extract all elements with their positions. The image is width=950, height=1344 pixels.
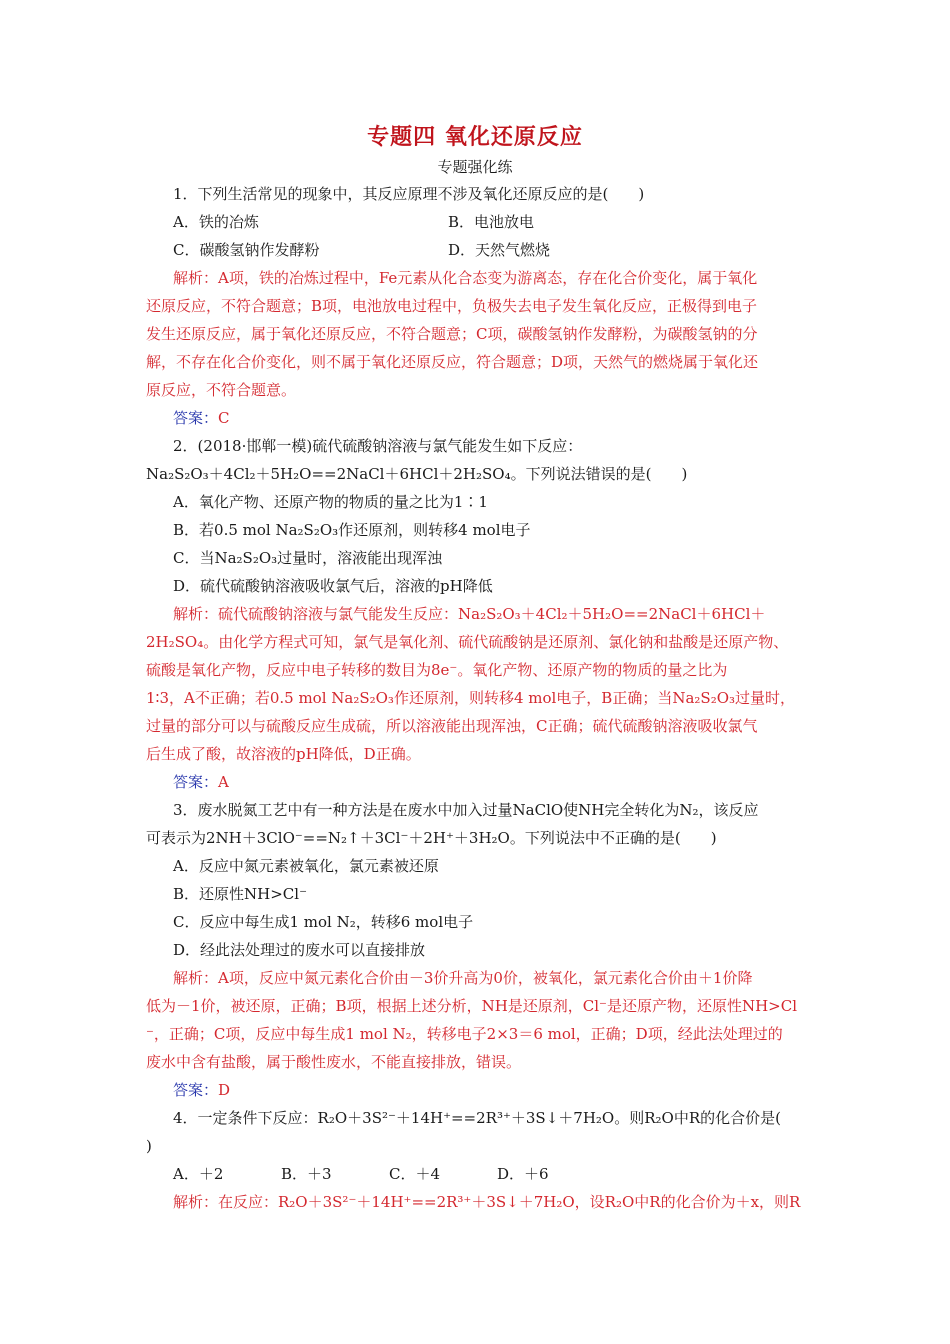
q2-stem: 2．(2018·邯郸一模)硫代硫酸钠溶液与氯气能发生如下反应： bbox=[173, 437, 583, 455]
q1-stem: 1．下列生活常见的现象中，其反应原理不涉及氧化还原反应的是( ) bbox=[173, 185, 645, 203]
q3-answer bbox=[146, 1076, 812, 1104]
q3-analysis-line: 废水中含有盐酸，属于酸性废水，不能直接排放，错误。 bbox=[146, 1053, 522, 1071]
q2-stem-equation: Na₂S₂O₃＋4Cl₂＋5H₂O==2NaCl＋6HCl＋2H₂SO₄。下列说法错误的是( ) bbox=[146, 465, 688, 483]
q1-answer-value: C bbox=[218, 409, 230, 427]
q4-option-a: A．＋2 bbox=[173, 1165, 224, 1183]
q1-option-a: A．铁的冶炼 bbox=[173, 213, 259, 231]
q3-option-a: A．反应中氮元素被氧化，氯元素被还原 bbox=[173, 857, 439, 875]
q2-analysis-line: 解析：硫代硫酸钠溶液与氯气能发生反应：Na₂S₂O₃＋4Cl₂＋5H₂O==2NaCl＋6HCl＋ bbox=[173, 605, 766, 623]
q4-option-c: C．＋4 bbox=[389, 1165, 441, 1183]
q3-analysis-line: 解析：A项，反应中氮元素化合价由－3价升高为0价，被氧化，氯元素化合价由＋1价降 bbox=[173, 969, 753, 987]
q2-answer-label: 答案： bbox=[173, 773, 219, 791]
q1-answer-label: 答案： bbox=[173, 409, 219, 427]
q3-stem: 3．废水脱氮工艺中有一种方法是在废水中加入过量NaClO使NH完全转化为N₂，该反应 bbox=[173, 801, 759, 819]
q2-option-b: B．若0.5 mol Na₂S₂O₃作还原剂，则转移4 mol电子 bbox=[173, 521, 531, 539]
doc-content bbox=[146, 180, 812, 1216]
q2-analysis-line: 1∶3，A不正确；若0.5 mol Na₂S₂O₃作还原剂，则转移4 mol电子，B正确；当Na₂S₂O₃过量时， bbox=[146, 689, 796, 707]
q1-option-d: D．天然气燃烧 bbox=[448, 241, 551, 259]
q2-answer bbox=[146, 768, 812, 796]
q3-analysis-line: ⁻，正确；C项，反应中每生成1 mol N₂，转移电子2×3＝6 mol，正确；D项，经此法处理过的 bbox=[146, 1025, 783, 1043]
q2-option-c: C．当Na₂S₂O₃过量时，溶液能出现浑浊 bbox=[173, 549, 443, 567]
q3-answer-label: 答案： bbox=[173, 1081, 219, 1099]
q1-analysis-line: 解析：A项，铁的冶炼过程中，Fe元素从化合态变为游离态，存在化合价变化，属于氧化 bbox=[173, 269, 758, 287]
q1-analysis-line: 解，不存在化合价变化，则不属于氧化还原反应，符合题意；D项，天然气的燃烧属于氧化还 bbox=[146, 353, 759, 371]
q1-answer bbox=[146, 404, 812, 432]
q2-analysis-line: 后生成了酸，故溶液的pH降低，D正确。 bbox=[146, 745, 421, 763]
doc-subtitle: 专题强化练 bbox=[437, 158, 513, 176]
q1-options-ab bbox=[146, 208, 812, 236]
q3-stem-equation: 可表示为2NH＋3ClO⁻==N₂↑＋3Cl⁻＋2H⁺＋3H₂O。下列说法中不正确的是( ) bbox=[146, 829, 717, 847]
q2-option-a: A．氧化产物、还原产物的物质的量之比为1∶1 bbox=[173, 493, 488, 511]
q4-option-d: D．＋6 bbox=[497, 1165, 549, 1183]
q1-analysis-line: 还原反应，不符合题意；B项，电池放电过程中，负极失去电子发生氧化反应，正极得到电子 bbox=[146, 297, 758, 315]
q4-stem: 4．一定条件下反应：R₂O＋3S²⁻＋14H⁺==2R³⁺＋3S↓＋7H₂O。则R₂O中R的化合价是( bbox=[173, 1109, 781, 1127]
q1-analysis-line: 原反应，不符合题意。 bbox=[146, 381, 297, 399]
q1-analysis-line: 发生还原反应，属于氧化还原反应，不符合题意；C项，碳酸氢钠作发酵粉，为碳酸氢钠的分 bbox=[146, 325, 758, 343]
q3-analysis-line: 低为－1价，被还原，正确；B项，根据上述分析，NH是还原剂，Cl⁻是还原产物，还原性NH>Cl bbox=[146, 997, 798, 1015]
q2-answer-value: A bbox=[218, 773, 229, 791]
q2-option-d: D．硫代硫酸钠溶液吸收氯气后，溶液的pH降低 bbox=[173, 577, 493, 595]
q2-analysis-line: 2H₂SO₄。由化学方程式可知，氯气是氧化剂、硫代硫酸钠是还原剂、氯化钠和盐酸是还原产物、 bbox=[146, 633, 789, 651]
q3-option-c: C．反应中每生成1 mol N₂，转移6 mol电子 bbox=[173, 913, 474, 931]
q1-option-b: B．电池放电 bbox=[448, 213, 535, 231]
q3-option-d: D．经此法处理过的废水可以直接排放 bbox=[173, 941, 426, 959]
q4-option-b: B．＋3 bbox=[281, 1165, 332, 1183]
q4-analysis-line: 解析：在反应：R₂O＋3S²⁻＋14H⁺==2R³⁺＋3S↓＋7H₂O，设R₂O中R的化合价为＋x，则R bbox=[173, 1193, 801, 1211]
q2-analysis-line: 硫酸是氧化产物，反应中电子转移的数目为8e⁻。氧化产物、还原产物的物质的量之比为 bbox=[146, 661, 728, 679]
q4-options bbox=[146, 1160, 812, 1188]
q4-stem-cont: ) bbox=[146, 1137, 152, 1155]
q1-options-cd bbox=[146, 236, 812, 264]
q2-analysis-line: 过量的部分可以与硫酸反应生成硫，所以溶液能出现浑浊，C正确；硫代硫酸钠溶液吸收氯气 bbox=[146, 717, 758, 735]
q1-option-c: C．碳酸氢钠作发酵粉 bbox=[173, 241, 320, 259]
doc-title: 专题四 氧化还原反应 bbox=[367, 124, 583, 150]
q3-answer-value: D bbox=[218, 1081, 231, 1099]
q3-option-b: B．还原性NH>Cl⁻ bbox=[173, 885, 307, 903]
